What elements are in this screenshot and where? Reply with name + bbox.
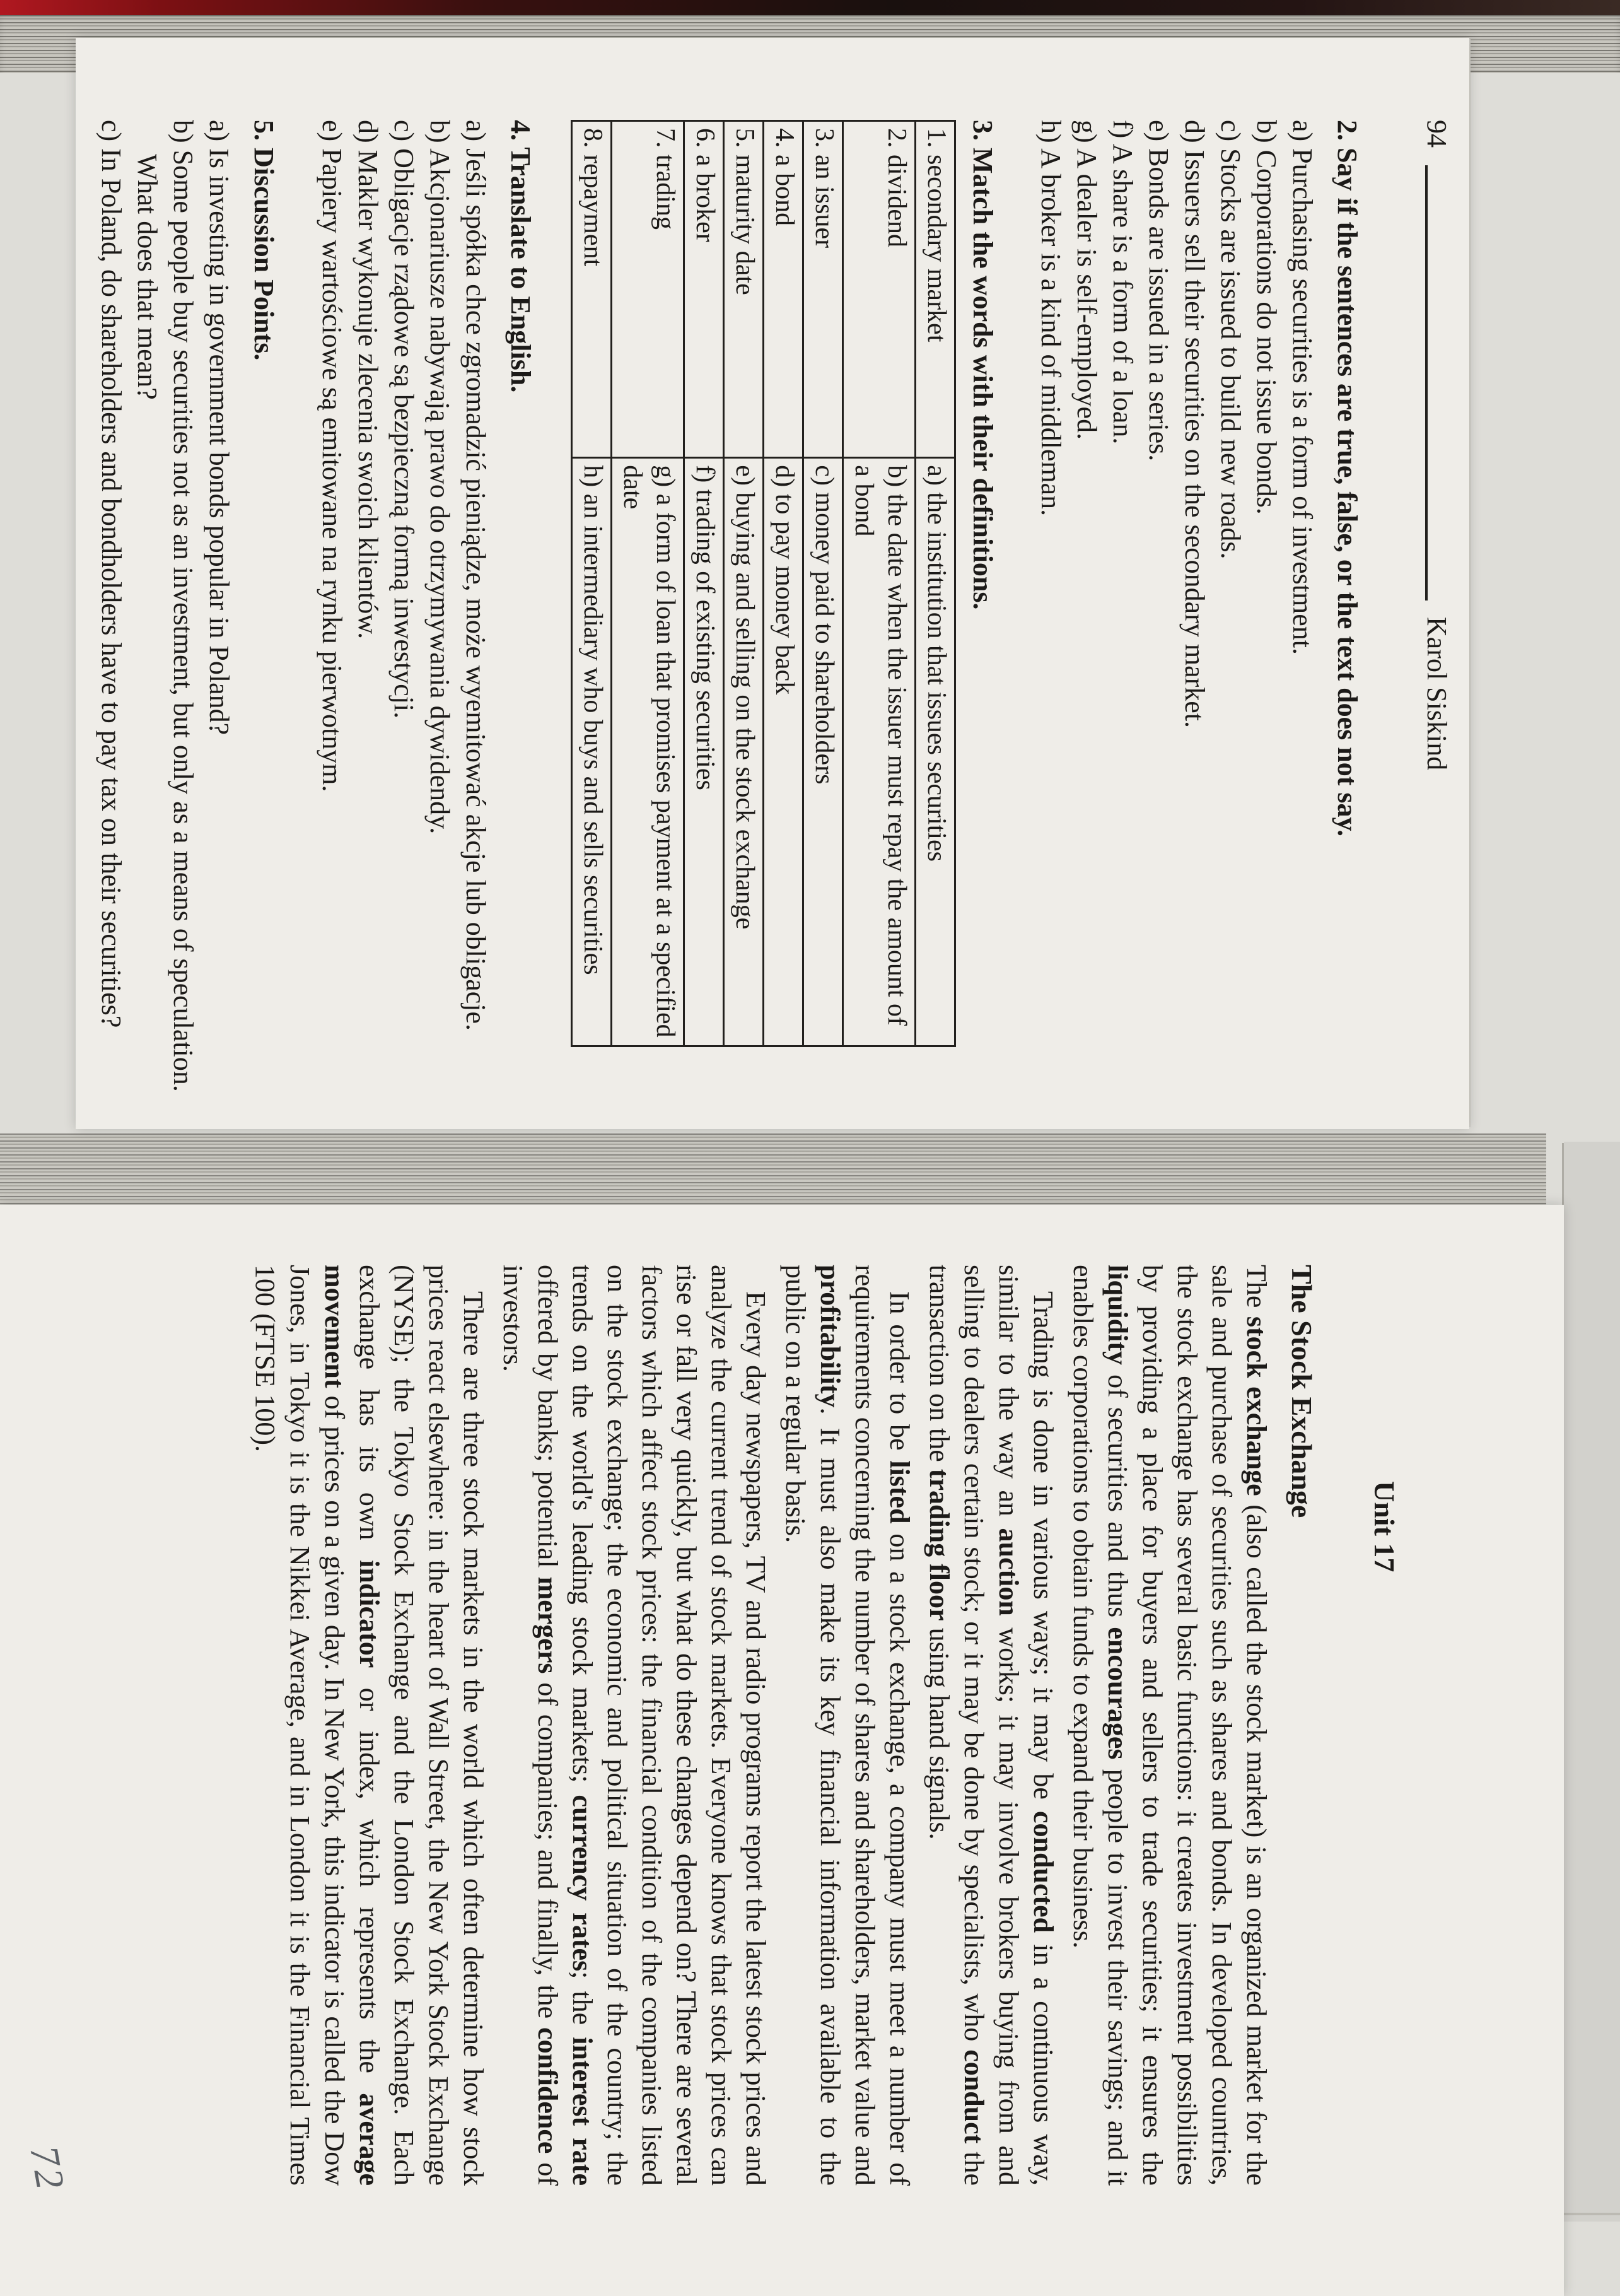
exercise-4-items bbox=[314, 120, 494, 1104]
term-cell: 5. maturity date bbox=[724, 121, 764, 458]
list-item: e) Bonds are issued in a series. bbox=[1143, 120, 1174, 462]
list-item: b) Some people buy securities not as an investment, but only as a means of speculation. What does that mean? bbox=[132, 120, 199, 1092]
exercise-3-heading: 3. Match the words with their definitions. bbox=[967, 120, 998, 610]
term-cell: 2. dividend bbox=[843, 121, 916, 458]
list-item: b) Corporations do not issue bonds. bbox=[1251, 120, 1282, 515]
table-row bbox=[572, 121, 612, 1046]
definition-cell: c) money paid to shareholders bbox=[803, 458, 843, 1046]
list-item: d) Issuers sell their securities on the secondary market. bbox=[1179, 120, 1210, 729]
paragraph: The stock exchange (also called the stock market) is an organized market for the sale and purchase of securities such as shares and bonds. In developed countries, the stock exchange has several basic functions: it creates investment possibilities by providing a place for buyers and sellers to trade securities; it ensures the liquidity of securities and thus encourages people to invest their savings; and it enables corporations to obtain funds to expand their business. bbox=[1068, 1265, 1272, 2186]
term-cell: 6. a broker bbox=[684, 121, 724, 458]
paragraph: Every day newspapers, TV and radio programs report the latest stock prices and analyze the current trend of stock markets. Everyone knows that stock prices can rise or fall very quickly, but what do these changes depend on? There are several factors which affect stock prices: the financial condition of the companies listed on the stock exchange; the economic and political situation of the country; the trends on the world's leading stock markets; currency rates; the interest rate offered by banks; potential mergers of companies; and finally, the confidence of investors. bbox=[498, 1265, 771, 2186]
table-row bbox=[612, 121, 684, 1046]
exercise-5 bbox=[93, 120, 281, 1104]
definition-cell: h) an intermediary who buys and sells securities bbox=[572, 458, 612, 1046]
exercise-5-heading: 5. Discussion Points. bbox=[248, 120, 279, 361]
scanner-background-right bbox=[1564, 1142, 1620, 2222]
table-row bbox=[764, 121, 803, 1046]
right-page bbox=[0, 1205, 1564, 2296]
matching-table bbox=[571, 120, 956, 1047]
list-item: c) Obligacje rządowe są bezpieczną formą inwestycji. bbox=[388, 120, 419, 719]
definition-cell: a) the institution that issues securities bbox=[916, 458, 955, 1046]
exercise-4-heading: 4. Translate to English. bbox=[505, 120, 536, 393]
exercise-2-items bbox=[1033, 120, 1320, 1104]
paragraph: In order to be listed on a stock exchange, a company must meet a number of requirements concerning the number of shares and shareholders, market value and profitability. It must also make its key financial information available to the public on a regular basis. bbox=[780, 1265, 915, 2186]
list-item: a) Is investing in government bonds popular in Poland? bbox=[204, 120, 235, 735]
article-title: The Stock Exchange bbox=[1286, 1265, 1318, 1518]
definition-cell: f) trading of existing securities bbox=[684, 458, 724, 1046]
list-item: h) A broker is a kind of middleman. bbox=[1035, 120, 1066, 517]
definition-cell: b) the date when the issuer must repay the amount of a bond bbox=[843, 458, 916, 1046]
paragraph: Trading is done in various ways; it may be conducted in a continuous way, similar to the way an auction works; it may involve brokers buying from and selling to dealers certain stock; or it may be done by specialists, who conduct the transaction on the trading floor using hand signals. bbox=[924, 1265, 1059, 2186]
term-cell: 3. an issuer bbox=[803, 121, 843, 458]
table-row bbox=[684, 121, 724, 1046]
exercise-5-items bbox=[93, 120, 237, 1104]
left-page bbox=[76, 38, 1469, 1129]
right-page-content bbox=[248, 1205, 1564, 2296]
unit-header: Unit 17 bbox=[1368, 1481, 1401, 1573]
header-rule bbox=[1425, 165, 1428, 600]
paragraph: There are three stock markets in the world which often determine how stock prices react elsewhere: in the heart of Wall Street, the New York Stock Exchange (NYSE); the Tokyo Stock Exchange and the London Stock Exchange. Each exchange has its own indicator or index, which represents the average movement of prices on a given day. In New York, this indicator is called the Dow Jones, in Tokyo it is the Nikkei Average, and in London it is the Financial Times 100 (FTSE 100). bbox=[250, 1265, 489, 2186]
list-item: c) Stocks are issued to build new roads. bbox=[1215, 120, 1246, 559]
running-author: Karol Siskind bbox=[1421, 617, 1452, 771]
left-page-content bbox=[42, 38, 1469, 1129]
exercise-2-heading: 2. Say if the sentences are true, false, or the text does not say. bbox=[1332, 120, 1363, 837]
book-page-edges-texture-gutter bbox=[0, 1133, 1546, 1207]
definition-cell: g) a form of loan that promises payment at a specified date bbox=[612, 458, 684, 1046]
scanner-edge-strip bbox=[0, 0, 1620, 16]
list-item: f) A share is a form of a loan. bbox=[1107, 120, 1138, 445]
handwritten-note: 72 bbox=[21, 2142, 74, 2195]
list-item: a) Jeśli spółka chce zgromadzić pieniądze, może wyemitować akcje lub obligacje. bbox=[460, 120, 491, 1031]
term-cell: 8. repayment bbox=[572, 121, 612, 458]
exercise-2 bbox=[1033, 120, 1365, 1104]
list-item: d) Makler wykonuje zlecenia swoich klientów. bbox=[353, 120, 383, 640]
term-cell: 1. secondary market bbox=[916, 121, 955, 458]
list-item: e) Papiery wartościowe są emitowane na rynku pierwotnym. bbox=[317, 120, 347, 792]
page-number: 94 bbox=[1421, 120, 1452, 148]
table-row bbox=[843, 121, 916, 1046]
definition-cell: d) to pay money back bbox=[764, 458, 803, 1046]
left-page-edge-line bbox=[1469, 39, 1471, 1127]
list-item: a) Purchasing securities is a form of investment. bbox=[1287, 120, 1318, 655]
term-cell: 7. trading bbox=[612, 121, 684, 458]
list-item: g) A dealer is self-employed. bbox=[1071, 120, 1102, 440]
definition-cell: e) buying and selling on the stock exchange bbox=[724, 458, 764, 1046]
table-row bbox=[724, 121, 764, 1046]
table-row bbox=[916, 121, 955, 1046]
table-row bbox=[803, 121, 843, 1046]
exercise-4 bbox=[314, 120, 538, 1104]
term-cell: 4. a bond bbox=[764, 121, 803, 458]
exercise-3 bbox=[571, 120, 1000, 1104]
running-header bbox=[1420, 120, 1453, 1104]
list-item: b) Akcjonariusze nabywają prawo do otrzymywania dywidendy. bbox=[424, 120, 455, 835]
list-item: c) In Poland, do shareholders and bondholders have to pay tax on their securities? bbox=[96, 120, 127, 1028]
